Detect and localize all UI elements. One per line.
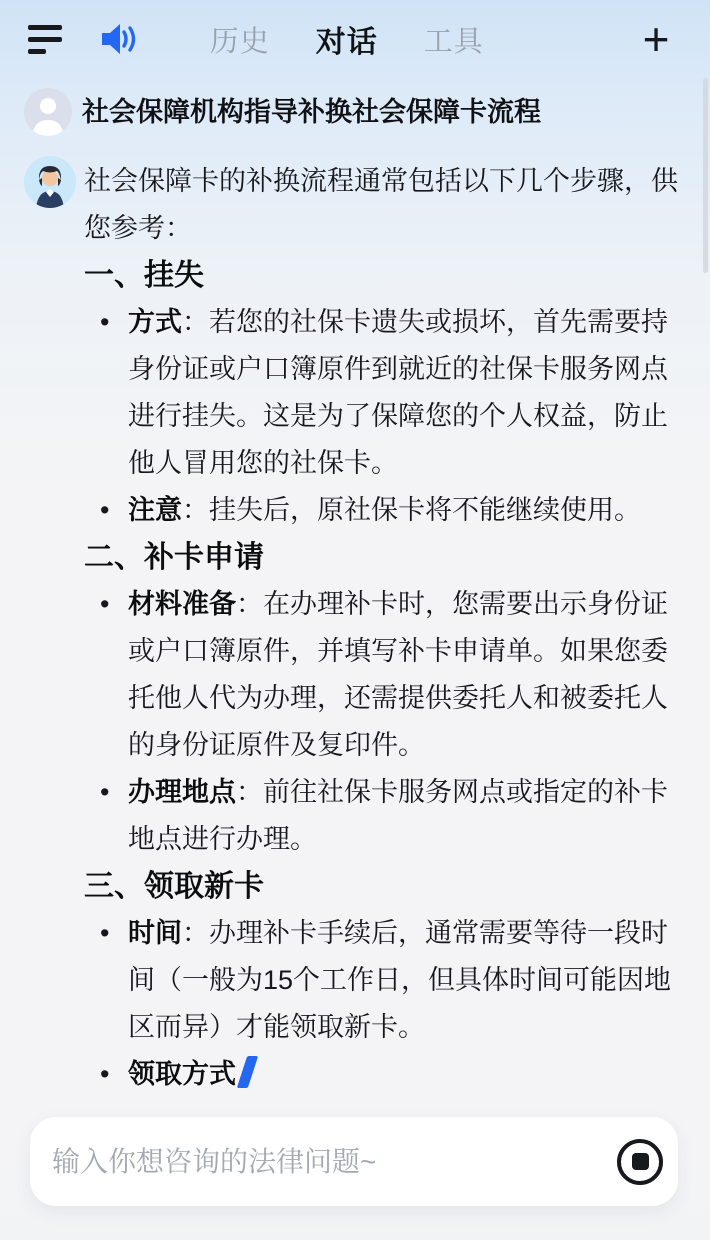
bullet-term: 办理地点 (128, 777, 236, 807)
bullet-term: 领取方式 (128, 1059, 236, 1089)
bullet-term: 方式 (128, 307, 182, 337)
bullet-item (84, 910, 682, 1051)
bullet-text: ：若您的社保卡遗失或损坏，首先需要持身份证或户口簿原件到就近的社保卡服务网点进行挂失。这是为了保障您的个人权益，防止他人冒用您的社保卡。 (128, 307, 668, 478)
bullet-term: 材料准备 (128, 589, 236, 619)
tab-dialogue[interactable]: 对话 (315, 26, 378, 59)
bullet-dot-icon: • (100, 307, 110, 337)
bullet-list (84, 910, 682, 1098)
tab-history[interactable]: 历史 (209, 25, 270, 58)
bullet-dot-icon: • (100, 777, 110, 807)
section-heading: 一、挂失 (84, 259, 204, 292)
bullet-text: ：在办理补卡时，您需要出示身份证或户口簿原件，并填写补卡申请单。如果您委托他人代为办理，还需提供委托人和被委托人的身份证原件及复印件。 (128, 589, 668, 760)
message-input-bar (30, 1117, 678, 1206)
bullet-dot-icon: • (100, 495, 110, 525)
assistant-avatar (24, 156, 76, 208)
section-heading: 二、补卡申请 (84, 541, 264, 574)
bullet-item (84, 1051, 682, 1098)
bullet-item (84, 487, 682, 534)
chat-area (0, 78, 710, 1098)
assistant-intro-text: 社会保障卡的补换流程通常包括以下几个步骤，供您参考： (84, 166, 678, 243)
user-avatar (24, 88, 72, 136)
hamburger-menu-icon[interactable] (28, 25, 62, 54)
bullet-term: 时间 (128, 918, 182, 948)
bullet-item (84, 299, 682, 487)
assistant-message-body (84, 156, 682, 1098)
tab-tools[interactable]: 工具 (423, 25, 484, 58)
bullet-text: ：挂失后，原社保卡将不能继续使用。 (182, 495, 641, 525)
plus-icon[interactable]: + (642, 13, 670, 65)
bullet-item (84, 581, 682, 769)
bullet-text: ：前往社保卡服务网点或指定的补卡地点进行办理。 (128, 777, 668, 854)
top-bar (0, 0, 710, 78)
scrollbar-thumb[interactable] (703, 78, 708, 273)
bullet-dot-icon: • (100, 1059, 110, 1089)
user-message-text: 社会保障机构指导补换社会保障卡流程 (82, 97, 541, 127)
assistant-message (0, 156, 710, 1098)
nav-tabs (210, 0, 484, 78)
section-heading: 三、领取新卡 (84, 870, 264, 903)
stop-icon[interactable] (617, 1139, 663, 1185)
bullet-dot-icon: • (100, 918, 110, 948)
speaker-icon[interactable] (100, 22, 138, 56)
assistant-sections (84, 252, 682, 1098)
user-message (0, 88, 710, 136)
bullet-term: 注意 (128, 495, 182, 525)
legal-question-input[interactable] (50, 1145, 617, 1179)
bullet-list (84, 581, 682, 863)
bullet-dot-icon: • (100, 589, 110, 619)
bullet-item (84, 769, 682, 863)
bullet-text: ：办理补卡手续后，通常需要等待一段时间（一般为15个工作日，但具体时间可能因地区而异）才能领取新卡。 (128, 918, 672, 1042)
bullet-list (84, 299, 682, 534)
typing-cursor (237, 1056, 258, 1088)
